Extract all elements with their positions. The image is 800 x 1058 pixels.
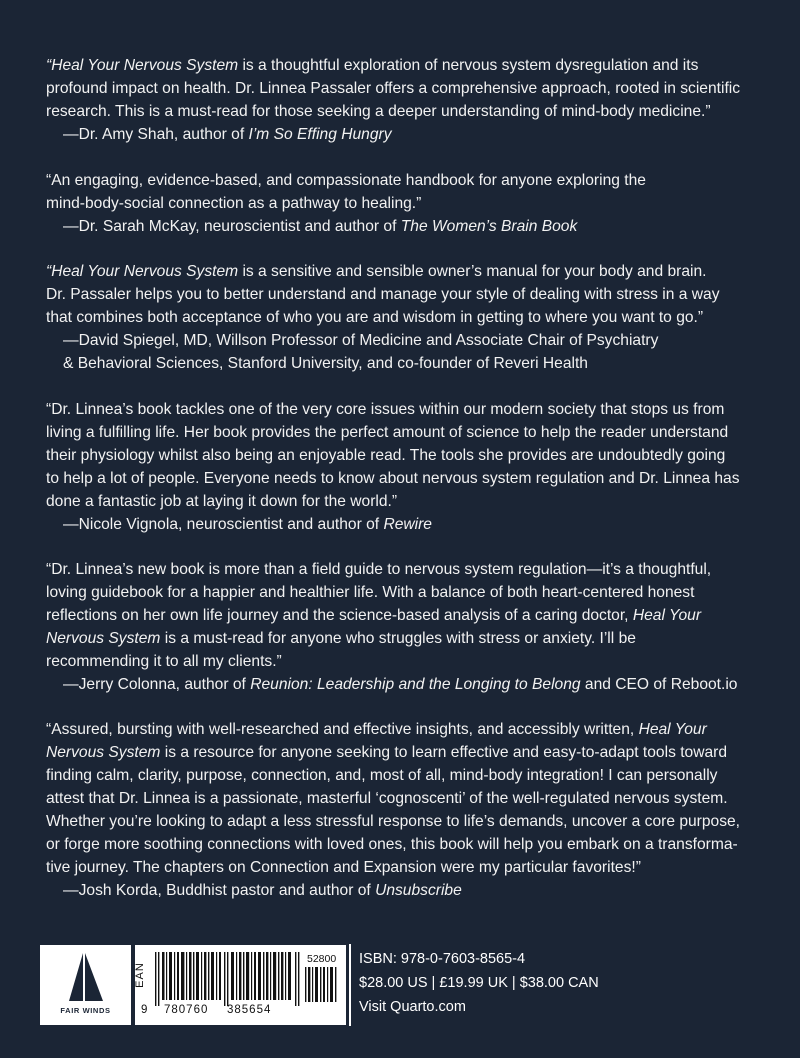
ean-label: EAN <box>133 962 146 988</box>
sailboat-icon <box>67 951 105 1003</box>
price: $28.00 US | £19.99 UK | $38.00 CAN <box>359 975 599 991</box>
website-link[interactable]: Visit Quarto.com <box>359 999 466 1015</box>
quote-line: recommending it to all my clients.” <box>46 653 282 670</box>
quote-line: finding calm, clarity, purpose, connection, and, most of all, mind-body integration! I can personally <box>46 767 718 784</box>
quote-line: “An engaging, evidence-based, and compassionate handbook for anyone exploring the <box>46 172 646 189</box>
attribution: —Josh Korda, Buddhist pastor and author of Unsubscribe <box>63 882 462 899</box>
endorsement-sarah-mckay <box>46 169 758 238</box>
attribution: —Dr. Amy Shah, author of I’m So Effing Hungry <box>63 126 392 143</box>
quote-line: done a fantastic job at laying it down for the world.” <box>46 493 398 510</box>
quote-line: “Assured, bursting with well-researched and effective insights, and accessibly written, Heal Your <box>46 721 707 738</box>
isbn: ISBN: 978-0-7603-8565-4 <box>359 951 526 967</box>
quote-line: attest that Dr. Linnea is a passionate, masterful ‘cognoscenti’ of the well-regulated nervous system. <box>46 790 728 807</box>
publisher-name: FAIR WINDS <box>60 1006 111 1015</box>
addon-barcode-bars <box>305 967 339 1002</box>
quote-line: Nervous System is a must-read for anyone who struggles with stress or anxiety. I’ll be <box>46 630 636 647</box>
book-info <box>359 947 599 1019</box>
quote-line: “Dr. Linnea’s book tackles one of the very core issues within our modern society that stops us from <box>46 401 725 418</box>
quote-line: research. This is a must-read for those seeking a deeper understanding of mind-body medicine.” <box>46 103 711 120</box>
quote-line: Whether you’re looking to adapt a less stressful response to life’s demands, uncover a core purpose, <box>46 813 741 830</box>
attribution-line-2: & Behavioral Sciences, Stanford University, and co-founder of Reveri Health <box>63 355 588 372</box>
barcode-bars <box>155 952 301 1006</box>
attribution: —Dr. Sarah McKay, neuroscientist and author of The Women’s Brain Book <box>63 218 578 235</box>
barcode <box>135 945 346 1025</box>
attribution: —Nicole Vignola, neuroscientist and author of Rewire <box>63 516 432 533</box>
quote-line: that combines both acceptance of who you are and wisdom in getting to where you want to go.” <box>46 309 704 326</box>
barcode-digit-first: 9 <box>141 1004 149 1016</box>
endorsement-david-spiegel <box>46 260 758 375</box>
endorsement-josh-korda <box>46 718 758 902</box>
quote-line: tive journey. The chapters on Connection and Expansion were my particular favorites!” <box>46 859 641 876</box>
quote-line: their physiology whilst also being an enjoyable read. The tools she provides are undoubtedly going <box>46 447 726 464</box>
quote-line: or forge more soothing connections with loved ones, this book will help you embark on a transforma- <box>46 836 738 853</box>
publisher-logo <box>40 945 131 1025</box>
endorsements <box>46 54 758 923</box>
barcode-digits-right: 385654 <box>227 1004 272 1016</box>
quote-line: Nervous System is a resource for anyone seeking to learn effective and easy-to-adapt tools toward <box>46 744 728 761</box>
quote-line: “Heal Your Nervous System is a sensitive and sensible owner’s manual for your body and brain. <box>46 263 707 280</box>
endorsement-jerry-colonna <box>46 558 758 696</box>
quote-line: loving guidebook for a happier and healthier life. With a balance of both heart-centered honest <box>46 584 695 601</box>
price-code: 52800 <box>307 953 337 965</box>
quote-line: to help a lot of people. Everyone needs to know about nervous system regulation and Dr. Linnea has <box>46 470 740 487</box>
quote-line: Dr. Passaler helps you to better understand and manage your style of dealing with stress in a way <box>46 286 720 303</box>
divider <box>349 944 351 1026</box>
attribution: —David Spiegel, MD, Willson Professor of Medicine and Associate Chair of Psychiatry <box>63 332 659 349</box>
endorsement-amy-shah <box>46 54 758 146</box>
quote-line: “Dr. Linnea’s new book is more than a field guide to nervous system regulation—it’s a thoughtful, <box>46 561 712 578</box>
quote-line: “Heal Your Nervous System is a thoughtful exploration of nervous system dysregulation and its <box>46 57 699 74</box>
endorsement-nicole-vignola <box>46 398 758 536</box>
barcode-digits-left: 780760 <box>164 1004 209 1016</box>
quote-line: mind-body-social connection as a pathway to healing.” <box>46 195 422 212</box>
quote-line: reflections on her own life journey and the science-based analysis of a caring doctor, Heal Your <box>46 607 702 624</box>
quote-line: living a fulfilling life. Her book provides the perfect amount of science to help the reader understand <box>46 424 729 441</box>
attribution: —Jerry Colonna, author of Reunion: Leadership and the Longing to Belong and CEO of Reboot.io <box>63 676 738 693</box>
quote-line: profound impact on health. Dr. Linnea Passaler offers a comprehensive approach, rooted in scientific <box>46 80 741 97</box>
